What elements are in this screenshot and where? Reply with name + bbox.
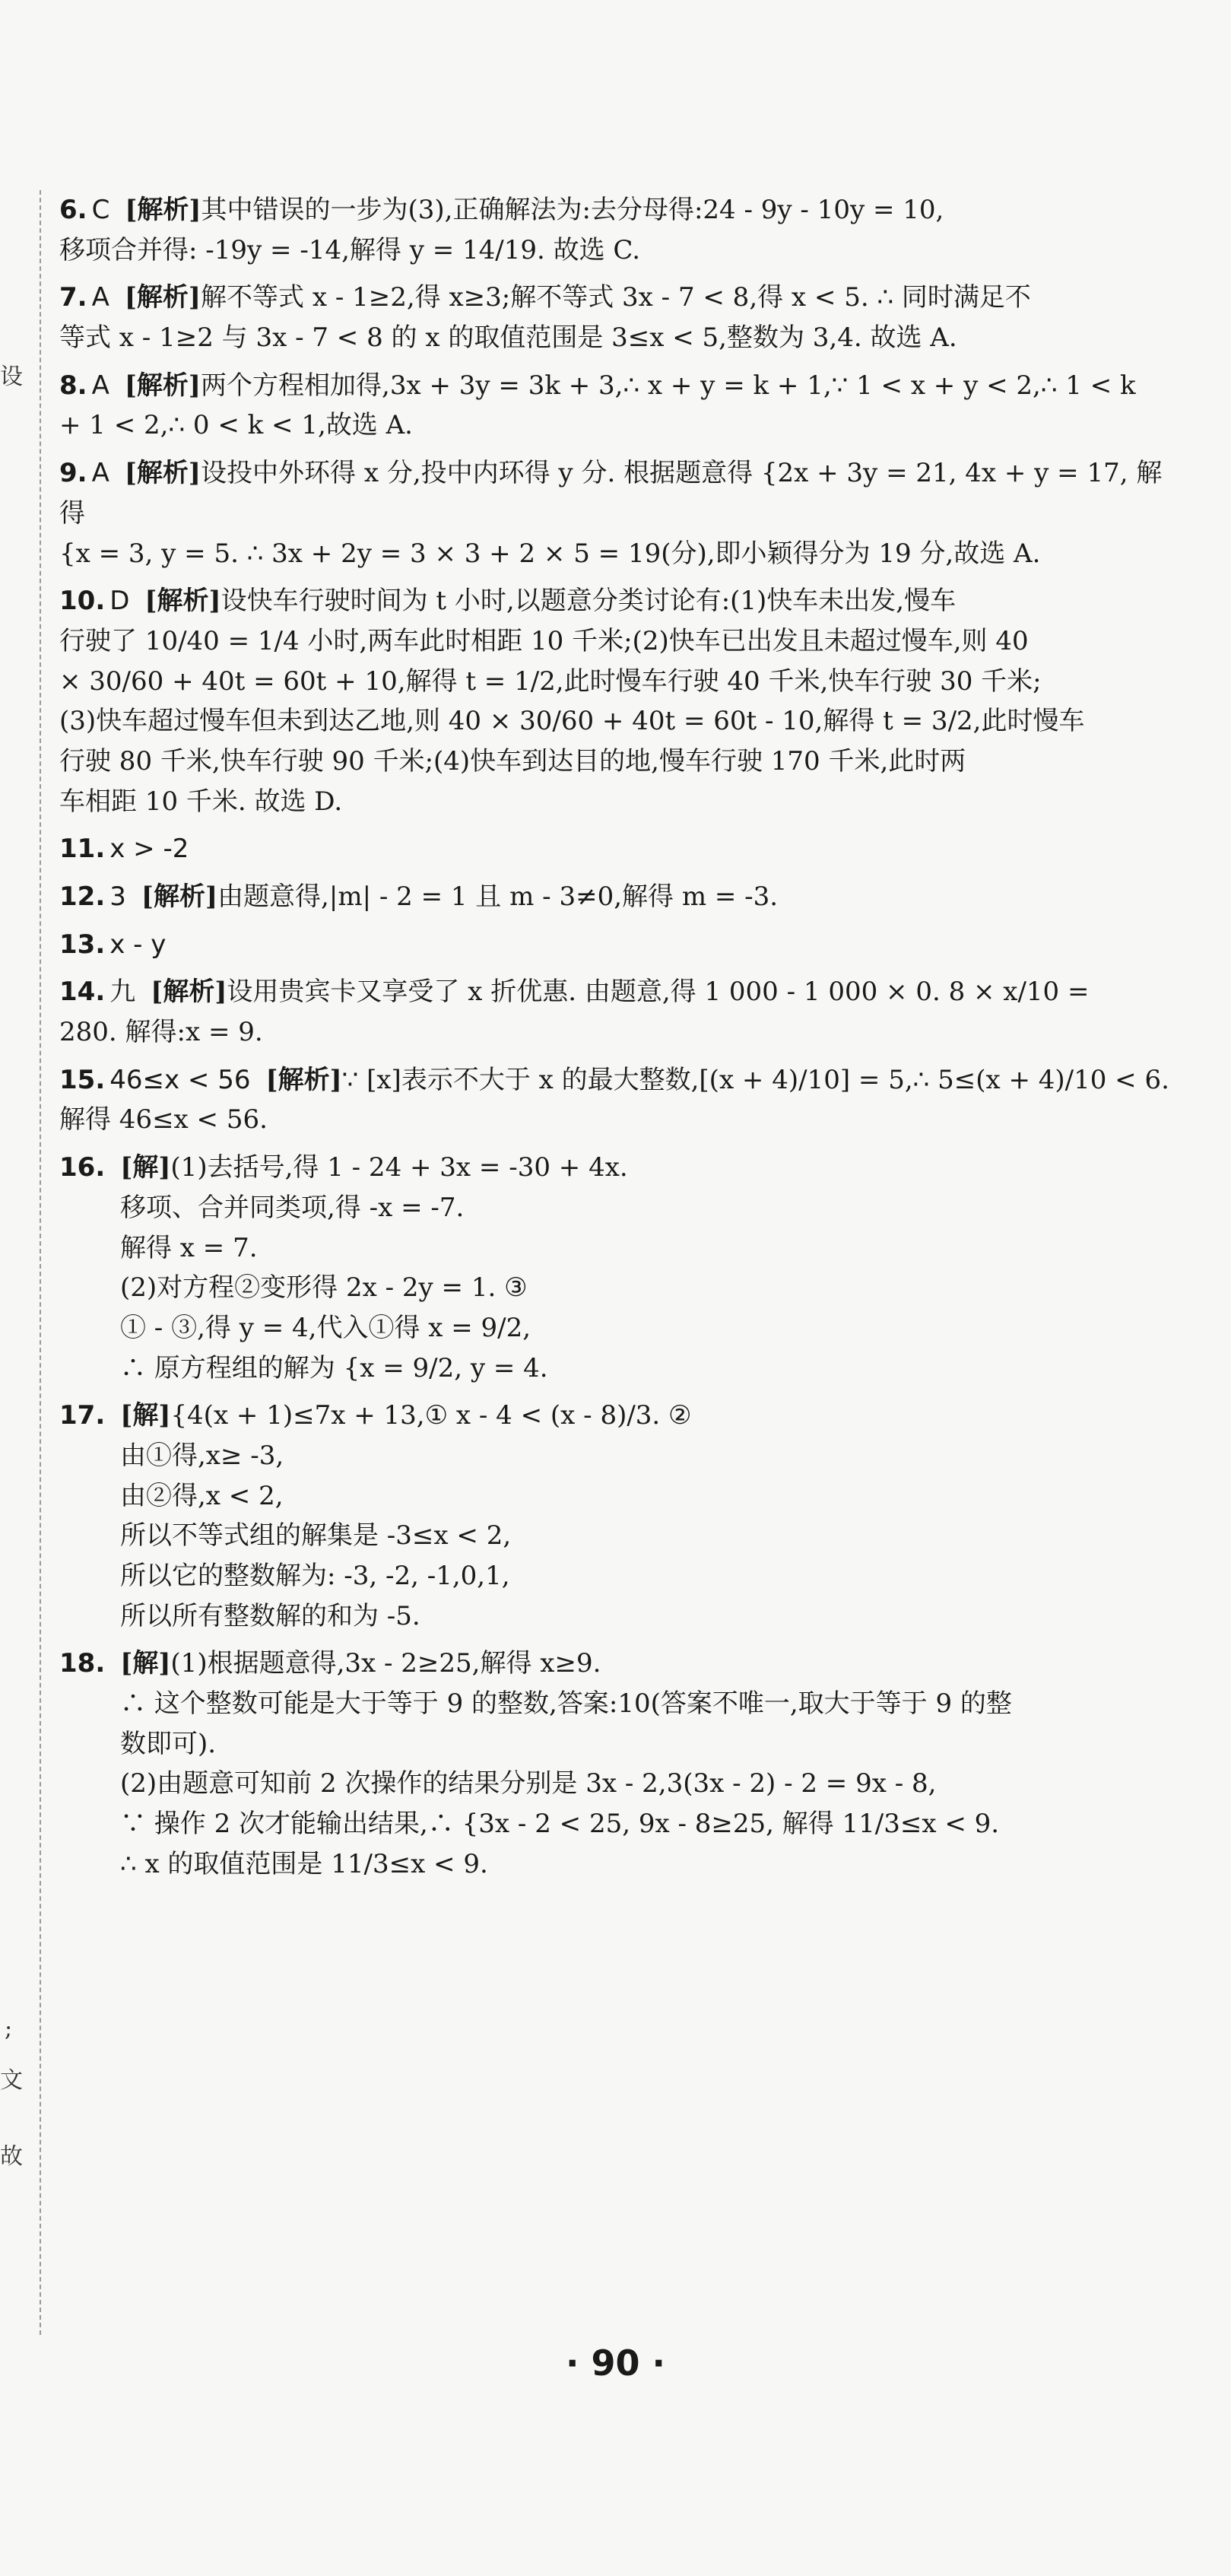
solution-line: 解不等式 x - 1≥2,得 x≥3;解不等式 3x - 7 < 8,得 x < 5. ∴ 同时满足不 (201, 282, 1031, 313)
solution-line: 由题意得,|m| - 2 = 1 且 m - 3≠0,解得 m = -3. (217, 881, 779, 912)
answer-head (59, 972, 1185, 1012)
analysis-tag: [解] (120, 1152, 171, 1183)
solution-line: 设投中外环得 x 分,投中内环得 y 分. 根据题意得 {2x + 3y = 21, 4x + y = 17, 解得 (59, 458, 1163, 529)
solution-line: (1)根据题意得,3x - 2≥25,解得 x≥9. (170, 1648, 601, 1679)
analysis-tag: [解析] (151, 977, 227, 1008)
binding-dashed-line (40, 190, 41, 2335)
question-number: 8. (59, 370, 87, 401)
answer-item (59, 925, 1185, 965)
answer-head (59, 1644, 1185, 1684)
solution-line: 设快车行驶时间为 t 小时,以题意分类讨论有:(1)快车未出发,慢车 (221, 586, 957, 617)
solution-line: 行驶了 10/40 = 1/4 小时,两车此时相距 10 千米;(2)快车已出发且未超过慢车,则 40 (59, 625, 1029, 656)
question-number: 18. (59, 1648, 106, 1679)
solution-line: ∴ 这个整数可能是大于等于 9 的整数,答案:10(答案不唯一,取大于等于 9 的整 (120, 1688, 1012, 1720)
answer-choice: 3 (109, 881, 126, 912)
page-number: · 90 · (566, 2343, 665, 2384)
answer-item (59, 1060, 1185, 1140)
solution-line: × 30/60 + 40t = 60t + 10,解得 t = 1/2,此时慢车行驶 40 千米,快车行驶 30 千米; (59, 665, 1042, 697)
question-number: 6. (59, 195, 87, 225)
solution-line: ∴ x 的取值范围是 11/3≤x < 9. (120, 1848, 488, 1879)
answer-head (59, 925, 1185, 965)
answer-head (59, 1060, 1185, 1101)
solution-line: {x = 3, y = 5. ∴ 3x + 2y = 3 × 3 + 2 × 5 = 19(分),即小颖得分为 19 分,故选 A. (59, 538, 1041, 569)
margin-char: 文 (0, 2067, 23, 2094)
analysis-tag: [解析] (125, 195, 201, 225)
solution-line: {4(x + 1)≤7x + 13,① x - 4 < (x - 8)/3. ② (170, 1400, 692, 1431)
answer-head (59, 1396, 1185, 1436)
margin-char: 设 (0, 364, 23, 390)
answer-head (59, 877, 1185, 917)
solution-line: 其中错误的一步为(3),正确解法为:去分母得:24 - 9y - 10y = 10, (201, 195, 944, 225)
question-number: 14. (59, 977, 106, 1008)
question-number: 12. (59, 881, 106, 912)
margin-char: ; (5, 2015, 13, 2042)
analysis-tag: [解析] (141, 881, 218, 912)
answer-item (59, 877, 1185, 917)
answer-item (59, 1396, 1185, 1636)
answer-list (59, 190, 1185, 1892)
analysis-tag: [解析] (265, 1064, 342, 1095)
answer-head (59, 366, 1185, 406)
analysis-tag: [解析] (124, 458, 201, 489)
answer-choice: D (109, 586, 130, 617)
answer-item (59, 278, 1185, 357)
answer-head (59, 190, 1185, 230)
margin-char: 故 (0, 2143, 23, 2170)
answer-item (59, 366, 1185, 446)
solution-line: 所以它的整数解为: -3, -2, -1,0,1, (120, 1561, 510, 1591)
question-number: 15. (59, 1064, 106, 1095)
answer-item (59, 829, 1185, 869)
answer-item (59, 1644, 1185, 1884)
solution-line: 解得 x = 7. (120, 1232, 258, 1263)
answer-choice: A (91, 370, 109, 401)
answer-head (59, 278, 1185, 318)
answer-item (59, 581, 1185, 821)
answer-head (59, 1148, 1185, 1188)
answer-choice: A (91, 282, 109, 313)
solution-line: 移项、合并同类项,得 -x = -7. (120, 1192, 465, 1223)
answer-item (59, 453, 1185, 573)
answer-head (59, 829, 1185, 869)
solution-line: ∵ 操作 2 次才能输出结果,∴ {3x - 2 < 25, 9x - 8≥25, 解得 11/3≤x < 9. (120, 1809, 1000, 1840)
question-number: 16. (59, 1152, 106, 1183)
solution-line: 移项合并得: -19y = -14,解得 y = 14/19. 故选 C. (59, 234, 641, 265)
answer-choice: 46≤x < 56 (109, 1064, 251, 1095)
answer-choice: x - y (109, 929, 167, 960)
answer-item (59, 1148, 1185, 1388)
analysis-tag: [解] (120, 1400, 171, 1431)
solution-line: 设用贵宾卡又享受了 x 折优惠. 由题意,得 1 000 - 1 000 × 0. 8 × x/10 = (227, 977, 1090, 1008)
solution-line: (2)对方程②变形得 2x - 2y = 1. ③ (120, 1272, 528, 1304)
solution-line: + 1 < 2,∴ 0 < k < 1,故选 A. (59, 410, 413, 441)
answer-choice: A (91, 458, 109, 489)
solution-line: 所以所有整数解的和为 -5. (120, 1600, 420, 1631)
solution-line: (3)快车超过慢车但未到达乙地,则 40 × 30/60 + 40t = 60t - 10,解得 t = 3/2,此时慢车 (59, 706, 1085, 737)
analysis-tag: [解析] (124, 282, 201, 313)
question-number: 11. (59, 834, 106, 865)
solution-line: ∴ 原方程组的解为 {x = 9/2, y = 4. (120, 1352, 548, 1383)
solution-line: ① - ③,得 y = 4,代入①得 x = 9/2, (120, 1312, 531, 1343)
solution-line: 数即可). (120, 1728, 217, 1759)
answer-choice: x > -2 (109, 834, 189, 865)
solution-line: 所以不等式组的解集是 -3≤x < 2, (120, 1520, 512, 1552)
answer-head (59, 453, 1185, 533)
solution-line: (1)去括号,得 1 - 24 + 3x = -30 + 4x. (170, 1152, 628, 1183)
question-number: 17. (59, 1400, 106, 1431)
answer-head (59, 581, 1185, 621)
answer-item (59, 190, 1185, 270)
question-number: 9. (59, 458, 87, 489)
solution-line: 解得 46≤x < 56. (59, 1104, 268, 1136)
solution-line: 两个方程相加得,3x + 3y = 3k + 3,∴ x + y = k + 1,∵ 1 < x + y < 2,∴ 1 < k (201, 370, 1136, 401)
solution-line: 由①得,x≥ -3, (120, 1440, 284, 1471)
solution-line: 行驶 80 千米,快车行驶 90 千米;(4)快车到达目的地,慢车行驶 170 千米,此时两 (59, 745, 966, 777)
answer-choice: 九 (109, 977, 136, 1008)
solution-line: 等式 x - 1≥2 与 3x - 7 < 8 的 x 的取值范围是 3≤x < 5,整数为 3,4. 故选 A. (59, 322, 957, 354)
solution-line: ∵ [x]表示不大于 x 的最大整数,[(x + 4)/10] = 5,∴ 5≤(x + 4)/10 < 6. (341, 1064, 1169, 1095)
analysis-tag: [解析] (144, 586, 221, 617)
question-number: 13. (59, 929, 106, 960)
solution-line: (2)由题意可知前 2 次操作的结果分别是 3x - 2,3(3x - 2) - 2 = 9x - 8, (120, 1768, 937, 1799)
answer-item (59, 972, 1185, 1052)
solution-line: 车相距 10 千米. 故选 D. (59, 786, 343, 817)
solution-line: 280. 解得:x = 9. (59, 1017, 263, 1048)
analysis-tag: [解] (120, 1648, 171, 1679)
analysis-tag: [解析] (124, 370, 201, 401)
question-number: 10. (59, 586, 106, 617)
solution-line: 由②得,x < 2, (120, 1480, 284, 1511)
answer-choice: C (91, 195, 110, 225)
question-number: 7. (59, 282, 87, 313)
